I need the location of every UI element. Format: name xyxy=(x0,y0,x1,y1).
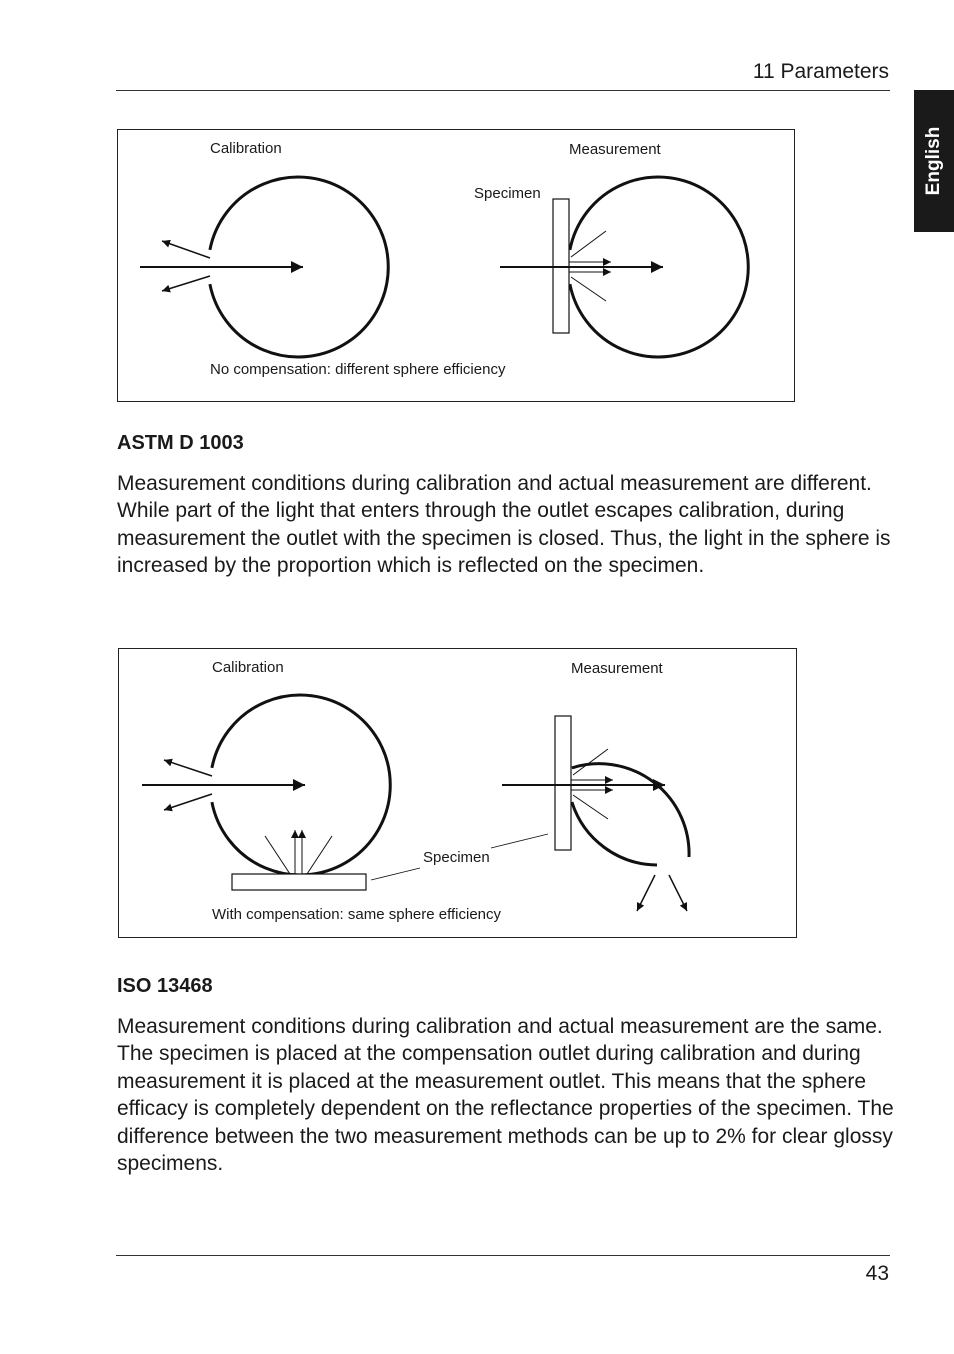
header-divider xyxy=(116,90,890,91)
specimen-label: Specimen xyxy=(423,849,490,866)
language-tab-label: English xyxy=(923,126,944,196)
measurement-light-beam xyxy=(500,231,663,301)
calibration-light-beam xyxy=(142,760,305,810)
figure-caption: With compensation: same sphere efficiency xyxy=(212,906,502,923)
calibration-label: Calibration xyxy=(212,659,284,676)
measurement-sphere xyxy=(572,764,689,865)
figure-with-compensation-diagram xyxy=(119,649,796,937)
calibration-reflected-rays xyxy=(265,830,332,874)
section-heading-iso: ISO 13468 xyxy=(117,975,213,997)
calibration-label: Calibration xyxy=(210,140,282,157)
figure-caption: No compensation: different sphere efficiency xyxy=(210,361,506,378)
calibration-light-beam xyxy=(140,241,303,291)
measurement-label: Measurement xyxy=(569,141,661,158)
section-heading-astm: ASTM D 1003 xyxy=(117,432,244,454)
section-body-iso: Measurement conditions during calibration and actual measurement are the same. The specimen is placed at the compensation outlet during calibration and during measurement it is placed at the measurement outlet. This means that the sphere efficacy is completely dependent on the reflectance properties of the specimen. The difference between the two measurement methods can be up to 2% for clear glossy specimens. xyxy=(117,1015,894,1176)
measurement-label: Measurement xyxy=(571,660,663,677)
escaping-light-rays xyxy=(637,875,687,911)
figure-with-compensation xyxy=(118,648,797,938)
specimen-plate-calibration xyxy=(232,874,366,890)
specimen-label: Specimen xyxy=(474,185,541,202)
specimen-plate-measurement xyxy=(555,716,571,850)
section-body-astm: Measurement conditions during calibration and actual measurement are different. While part of the light that enters through the outlet escapes calibration, during measurement the outlet with the specimen is closed. Thus, the light in the sphere is increased by the proportion which is reflected on the specimen. xyxy=(117,472,891,578)
figure-no-compensation xyxy=(117,129,795,402)
page-header-title: 11 Parameters xyxy=(752,60,889,83)
page-number: 43 xyxy=(865,1262,889,1285)
measurement-light-beam xyxy=(502,749,665,819)
footer-divider xyxy=(116,1255,890,1256)
language-tab xyxy=(914,90,954,232)
